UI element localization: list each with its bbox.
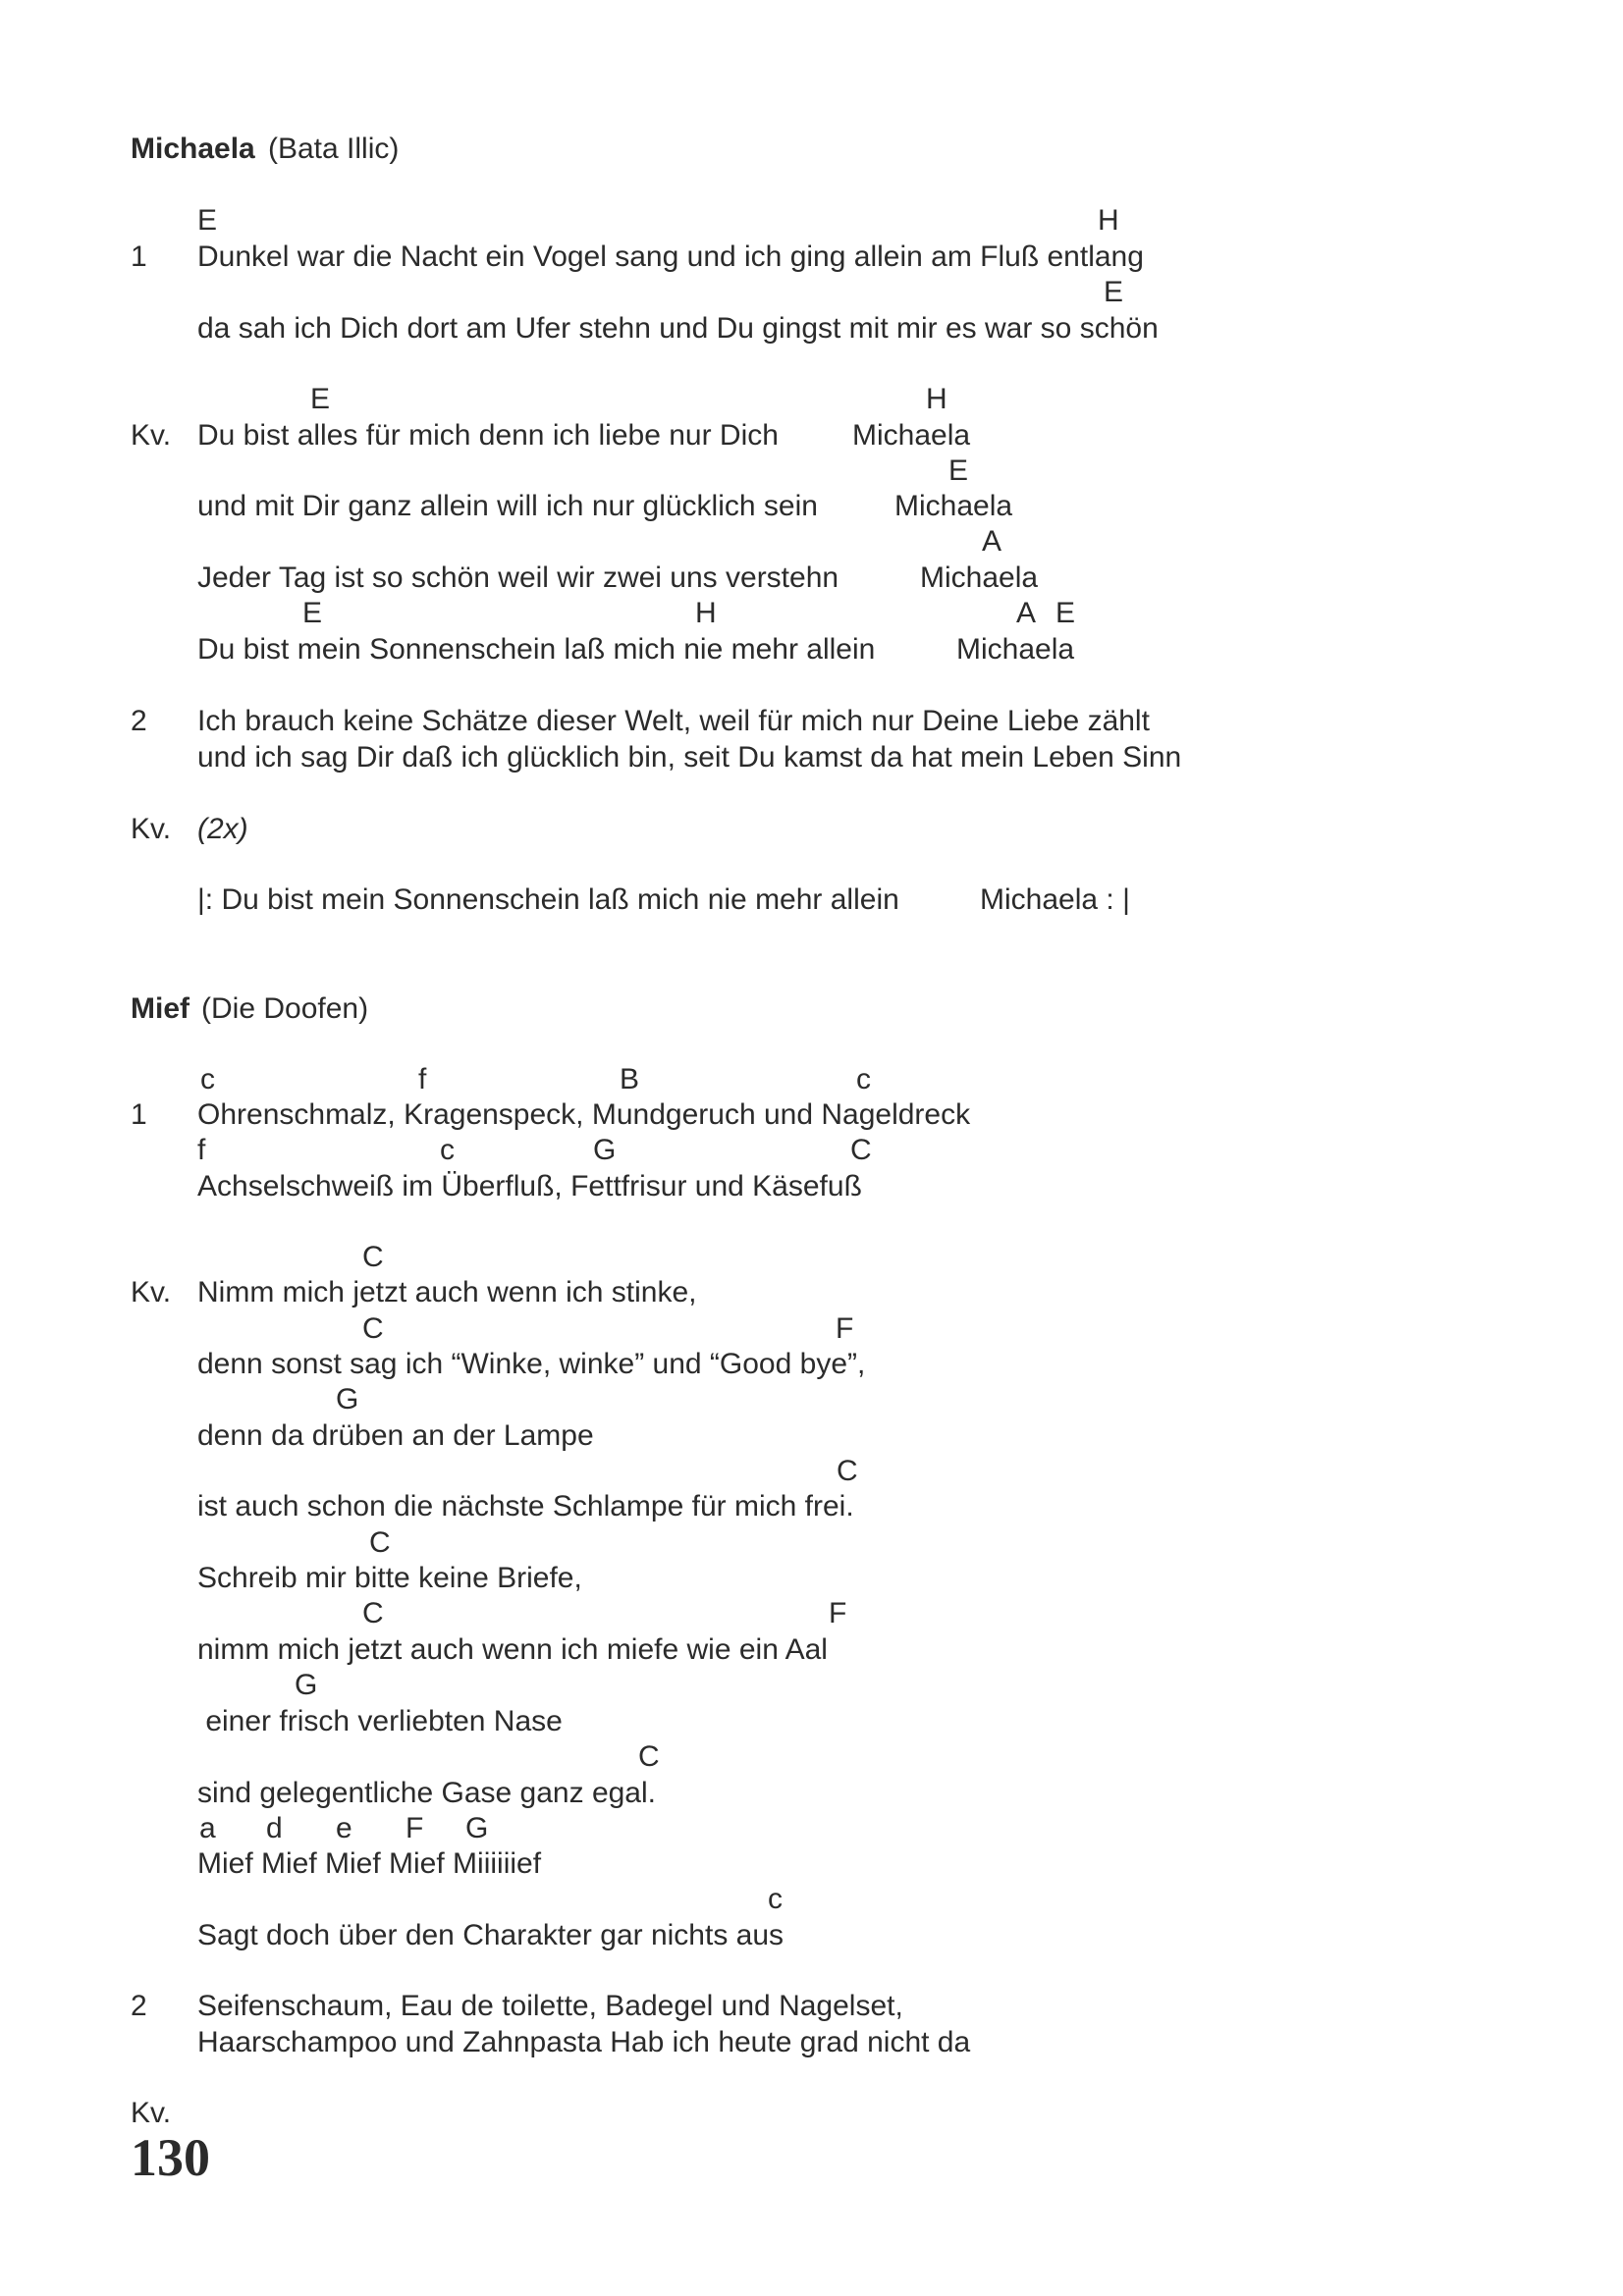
chorus-label: Kv. bbox=[131, 813, 172, 845]
chord: f bbox=[418, 1063, 427, 1095]
lyric-line: Achselschweiß im Überfluß, Fettfrisur und Käsefuß bbox=[197, 1170, 862, 1202]
lyric-line: ist auch schon die nächste Schlampe für mich frei. bbox=[197, 1490, 854, 1522]
song-title: Mief bbox=[131, 992, 189, 1025]
chord: e bbox=[336, 1812, 352, 1844]
lyric-line: Haarschampoo und Zahnpasta Hab ich heute grad nicht da bbox=[197, 2026, 971, 2058]
verse-number: 1 bbox=[131, 1098, 147, 1131]
chord: C bbox=[638, 1740, 660, 1773]
chord: F bbox=[829, 1597, 847, 1629]
lyric-line: Dunkel war die Nacht ein Vogel sang und ich ging allein am Fluß entlang bbox=[197, 240, 1144, 273]
chord: E bbox=[948, 454, 969, 487]
lyric-line: denn da drüben an der Lampe bbox=[197, 1419, 594, 1452]
chord: c bbox=[856, 1063, 871, 1095]
lyric-line: einer frisch verliebten Nase bbox=[197, 1705, 563, 1737]
lyric-line: Du bist mein Sonnenschein laß mich nie mehr allein bbox=[197, 633, 876, 666]
lyric-line: Jeder Tag ist so schön weil wir zwei uns verstehn bbox=[197, 561, 839, 594]
chord: H bbox=[926, 383, 947, 415]
chord: C bbox=[362, 1597, 384, 1629]
chord: H bbox=[695, 597, 717, 629]
chorus-label: Kv. bbox=[131, 2097, 172, 2129]
chord: G bbox=[295, 1669, 318, 1701]
chord: d bbox=[266, 1812, 283, 1844]
chord: B bbox=[620, 1063, 640, 1095]
chord: F bbox=[406, 1812, 424, 1844]
lyric-line: da sah ich Dich dort am Ufer stehn und Du gingst mit mir es war so schön bbox=[197, 312, 1159, 345]
chorus-label: Kv. bbox=[131, 1276, 172, 1308]
chord: C bbox=[850, 1134, 872, 1166]
lyric-line: nimm mich jetzt auch wenn ich miefe wie ein Aal bbox=[197, 1633, 828, 1666]
chord: C bbox=[369, 1526, 391, 1559]
page-number: 130 bbox=[131, 2128, 210, 2187]
repeat-note: (2x) bbox=[197, 813, 248, 845]
chord: a bbox=[199, 1812, 216, 1844]
chord: c bbox=[768, 1883, 783, 1915]
chord: C bbox=[837, 1455, 858, 1487]
chord: H bbox=[1098, 204, 1119, 237]
lyric-line: Sagt doch über den Charakter gar nichts aus bbox=[197, 1919, 784, 1951]
repeat-line: |: Du bist mein Sonnenschein laß mich nie mehr allein bbox=[197, 883, 899, 916]
repeat-tail: Michaela : | bbox=[980, 883, 1130, 916]
chord: E bbox=[302, 597, 323, 629]
song-title: Michaela bbox=[131, 133, 255, 165]
lyric-refrain: Michaela bbox=[894, 490, 1013, 522]
lyric-line: Ich brauch keine Schätze dieser Welt, weil für mich nur Deine Liebe zählt bbox=[197, 705, 1150, 737]
lyric-line: und mit Dir ganz allein will ich nur glücklich sein bbox=[197, 490, 818, 522]
lyric-line: Schreib mir bitte keine Briefe, bbox=[197, 1562, 582, 1594]
chord: C bbox=[362, 1312, 384, 1345]
verse-number: 2 bbox=[131, 705, 147, 737]
chord: f bbox=[197, 1134, 206, 1166]
lyric-line: Ohrenschmalz, Kragenspeck, Mundgeruch und Nageldreck bbox=[197, 1098, 971, 1131]
verse-number: 1 bbox=[131, 240, 147, 273]
chord: C bbox=[362, 1241, 384, 1273]
chord: c bbox=[440, 1134, 455, 1166]
chord: E bbox=[1055, 597, 1076, 629]
chord: G bbox=[593, 1134, 617, 1166]
lyric-line: Du bist alles für mich denn ich liebe nur Dich bbox=[197, 419, 779, 452]
lyric-line: sind gelegentliche Gase ganz egal. bbox=[197, 1777, 656, 1809]
lyric-line: denn sonst sag ich “Winke, winke” und “Good bye”, bbox=[197, 1348, 866, 1380]
lyric-refrain: Michaela bbox=[956, 633, 1075, 666]
lyric-line: Nimm mich jetzt auch wenn ich stinke, bbox=[197, 1276, 697, 1308]
chord: G bbox=[465, 1812, 489, 1844]
song-artist: (Bata Illic) bbox=[268, 133, 400, 165]
chord: G bbox=[336, 1383, 359, 1415]
chord: E bbox=[310, 383, 331, 415]
chord: F bbox=[836, 1312, 854, 1345]
lyric-line: Mief Mief Mief Mief Miiiiiief bbox=[197, 1847, 542, 1880]
lyric-line: und ich sag Dir daß ich glücklich bin, seit Du kamst da hat mein Leben Sinn bbox=[197, 741, 1182, 774]
chord: A bbox=[1016, 597, 1037, 629]
lyric-refrain: Michaela bbox=[852, 419, 971, 452]
verse-number: 2 bbox=[131, 1990, 147, 2022]
chord: c bbox=[200, 1063, 215, 1095]
lyric-refrain: Michaela bbox=[920, 561, 1039, 594]
chord: A bbox=[982, 525, 1002, 558]
chord: E bbox=[1104, 276, 1124, 308]
lyric-line: Seifenschaum, Eau de toilette, Badegel und Nagelset, bbox=[197, 1990, 903, 2022]
song-artist: (Die Doofen) bbox=[201, 992, 369, 1025]
chord: E bbox=[197, 204, 218, 237]
chorus-label: Kv. bbox=[131, 419, 172, 452]
